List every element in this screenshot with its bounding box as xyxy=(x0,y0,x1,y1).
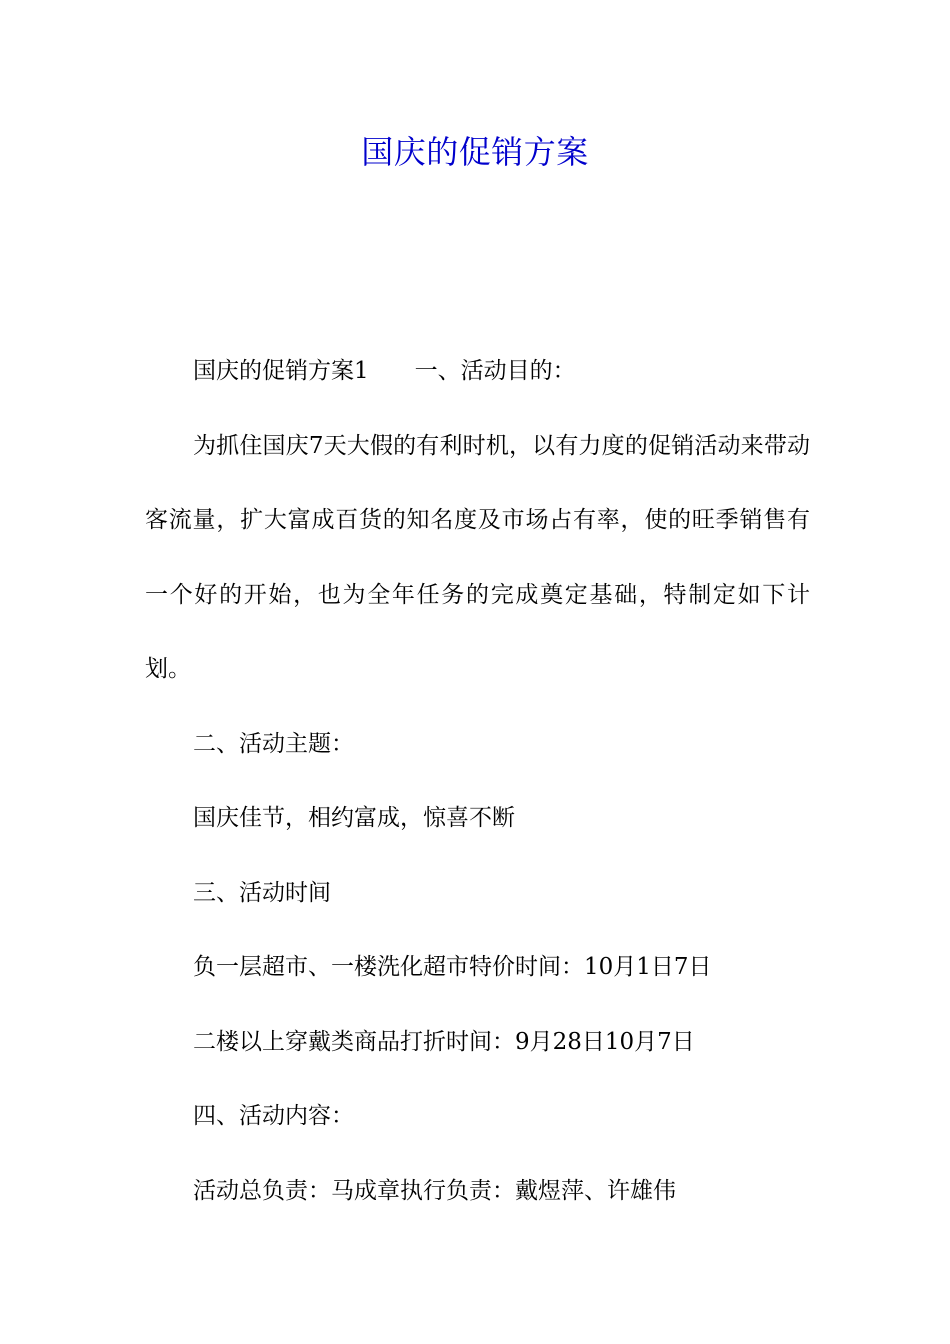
paragraph-time-supermarket: 负一层超市、一楼洗化超市特价时间：10月1日7日 xyxy=(193,954,712,980)
paragraph-plan-heading xyxy=(145,334,810,409)
section-heading-purpose: 一、活动目的： xyxy=(414,358,576,384)
plan-number-label: 国庆的促销方案1 xyxy=(193,358,369,384)
section-heading-theme: 二、活动主题： xyxy=(193,730,354,757)
paragraph-time-apparel: 二楼以上穿戴类商品打折时间：9月28日10月7日 xyxy=(193,1028,695,1055)
paragraph-purpose-body: 为抓住国庆7天大假的有利时机，以有力度的促销活动来带动客流量，扩大富成百货的知名度及市场占有率，使的旺季销售有一个好的开始，也为全年任务的完成奠定基础，特制定如下计划。 xyxy=(145,432,810,682)
paragraph-responsible-persons: 活动总负责：马成章执行负责：戴煜萍、许雄伟 xyxy=(193,1177,676,1204)
document-body xyxy=(145,334,810,1228)
section-heading-content: 四、活动内容： xyxy=(193,1103,354,1129)
document-title: 国庆的促销方案 xyxy=(361,133,589,171)
paragraph-theme-body: 国庆佳节，相约富成，惊喜不断 xyxy=(193,805,515,831)
section-heading-time: 三、活动时间 xyxy=(193,879,331,906)
